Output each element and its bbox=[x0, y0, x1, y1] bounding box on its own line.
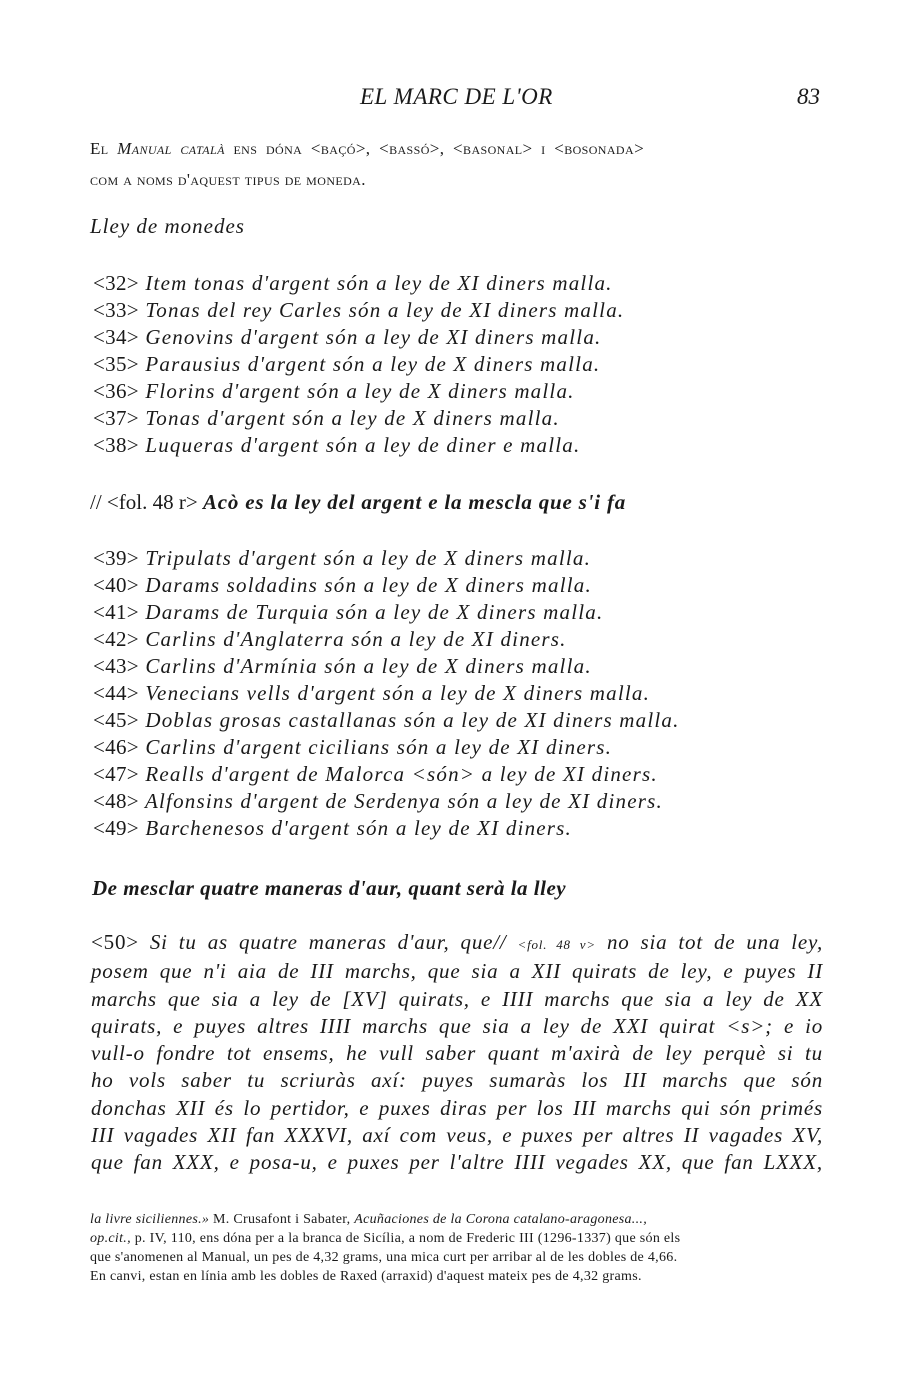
list-item: <43> Carlins d'Armínia són a ley de X diners malla. bbox=[93, 654, 592, 678]
list-item: <45> Doblas grosas castallanas són a ley de XI diners malla. bbox=[93, 708, 680, 732]
list-item: <35> Parausius d'argent són a ley de X diners malla. bbox=[93, 352, 601, 376]
intro-rest: ens dóna <baçó>, <bassó>, <basonal> i <bosonada> bbox=[233, 139, 645, 158]
list-item: <49> Barchenesos d'argent són a ley de XI diners. bbox=[93, 816, 573, 840]
coin-list-2 bbox=[93, 545, 823, 842]
para-line: vull-o fondre tot ensems, he vull saber quant m'axirà de ley perquè si tu bbox=[91, 1041, 823, 1066]
para-line: quirats, e puyes altres IIII marchs que sia a ley de XXI quirat <s>; e io bbox=[91, 1013, 823, 1038]
running-header bbox=[90, 84, 820, 114]
list-item: <40> Darams soldadins són a ley de X diners malla. bbox=[93, 573, 592, 597]
folio-heading-title: Acò es la ley del argent e la mescla que s'i fa bbox=[202, 490, 627, 514]
list-item: <48> Alfonsins d'argent de Serdenya són a ley de XI diners. bbox=[93, 789, 663, 813]
footnote bbox=[90, 1210, 822, 1286]
intro-el: El bbox=[90, 139, 109, 158]
list-item: <47> Realls d'argent de Malorca <són> a ley de XI diners. bbox=[93, 762, 658, 786]
folio-heading bbox=[90, 490, 626, 515]
footnote-line: En canvi, estan en línia amb les dobles de Raxed (arraxid) d'aquest mateix pes de 4,32 grams. bbox=[90, 1269, 642, 1284]
list-item: <32> Item tonas d'argent són a ley de XI diners malla. bbox=[93, 271, 613, 295]
para-line: que fan XXX, e posa-u, e puxes per l'altre IIII vegades XX, que fan LXXX, bbox=[91, 1150, 823, 1175]
intro-line-1 bbox=[90, 133, 830, 164]
intro-paragraph bbox=[90, 133, 830, 195]
para-line: III vagades XII fan XXXVI, axí com veus, e puxes per altres II vagades XV, bbox=[91, 1123, 823, 1148]
coin-list-1 bbox=[93, 270, 823, 459]
manual-title: Manual català bbox=[117, 139, 225, 158]
list-item: <34> Genovins d'argent són a ley de XI diners malla. bbox=[93, 325, 602, 349]
section-title-mesclar: De mesclar quatre maneras d'aur, quant serà la lley bbox=[92, 876, 567, 900]
footnote-line: la livre siciliennes.» M. Crusafont i Sabater, Acuñaciones de la Corona catalano-aragonesa..., bbox=[90, 1212, 648, 1227]
list-item: <39> Tripulats d'argent són a ley de X diners malla. bbox=[93, 546, 592, 570]
para-line: marchs que sia a ley de [XV] quirats, e IIII marchs que sia a ley de XX bbox=[91, 986, 823, 1011]
page-number: 83 bbox=[797, 84, 820, 109]
intro-line-2: com a noms d'aquest tipus de moneda. bbox=[90, 170, 366, 189]
footnote-line: op.cit., p. IV, 110, ens dóna per a la branca de Sicília, a nom de Frederic III (1296-1337) que són els bbox=[90, 1231, 681, 1246]
list-item: <33> Tonas del rey Carles són a ley de XI diners malla. bbox=[93, 298, 625, 322]
list-item: <37> Tonas d'argent són a ley de X diners malla. bbox=[93, 406, 560, 430]
para-line: donchas XII és lo pertidor, e puxes diras per los III marchs qui són primés bbox=[91, 1095, 823, 1120]
section-title-lley: Lley de monedes bbox=[90, 214, 245, 238]
list-item: <42> Carlins d'Anglaterra són a ley de XI diners. bbox=[93, 627, 567, 651]
para-line: posem que n'i aia de III marchs, que sia a XII quirats de ley, e puyes II bbox=[91, 959, 823, 984]
list-item: <44> Venecians vells d'argent són a ley de X diners malla. bbox=[93, 681, 651, 705]
list-item: <41> Darams de Turquia són a ley de X diners malla. bbox=[93, 600, 604, 624]
para-line: ho vols saber tu scriuràs axí: puyes sumaràs los III marchs que són bbox=[91, 1068, 823, 1093]
folio-marker: // <fol. 48 r> bbox=[90, 490, 198, 514]
list-item: <46> Carlins d'argent cicilians són a ley de XI diners. bbox=[93, 735, 613, 759]
paragraph-50 bbox=[91, 929, 823, 1177]
running-title: EL MARC DE L'OR bbox=[360, 84, 553, 109]
para-line: <50> Si tu as quatre maneras d'aur, que// <fol. 48 v> no sia tot de una ley, bbox=[91, 930, 823, 954]
footnote-line: que s'anomenen al Manual, un pes de 4,32 grams, una mica curt per arribar al de les dobles de 4,66. bbox=[90, 1250, 678, 1265]
list-item: <38> Luqueras d'argent són a ley de diner e malla. bbox=[93, 433, 581, 457]
list-item: <36> Florins d'argent són a ley de X diners malla. bbox=[93, 379, 575, 403]
